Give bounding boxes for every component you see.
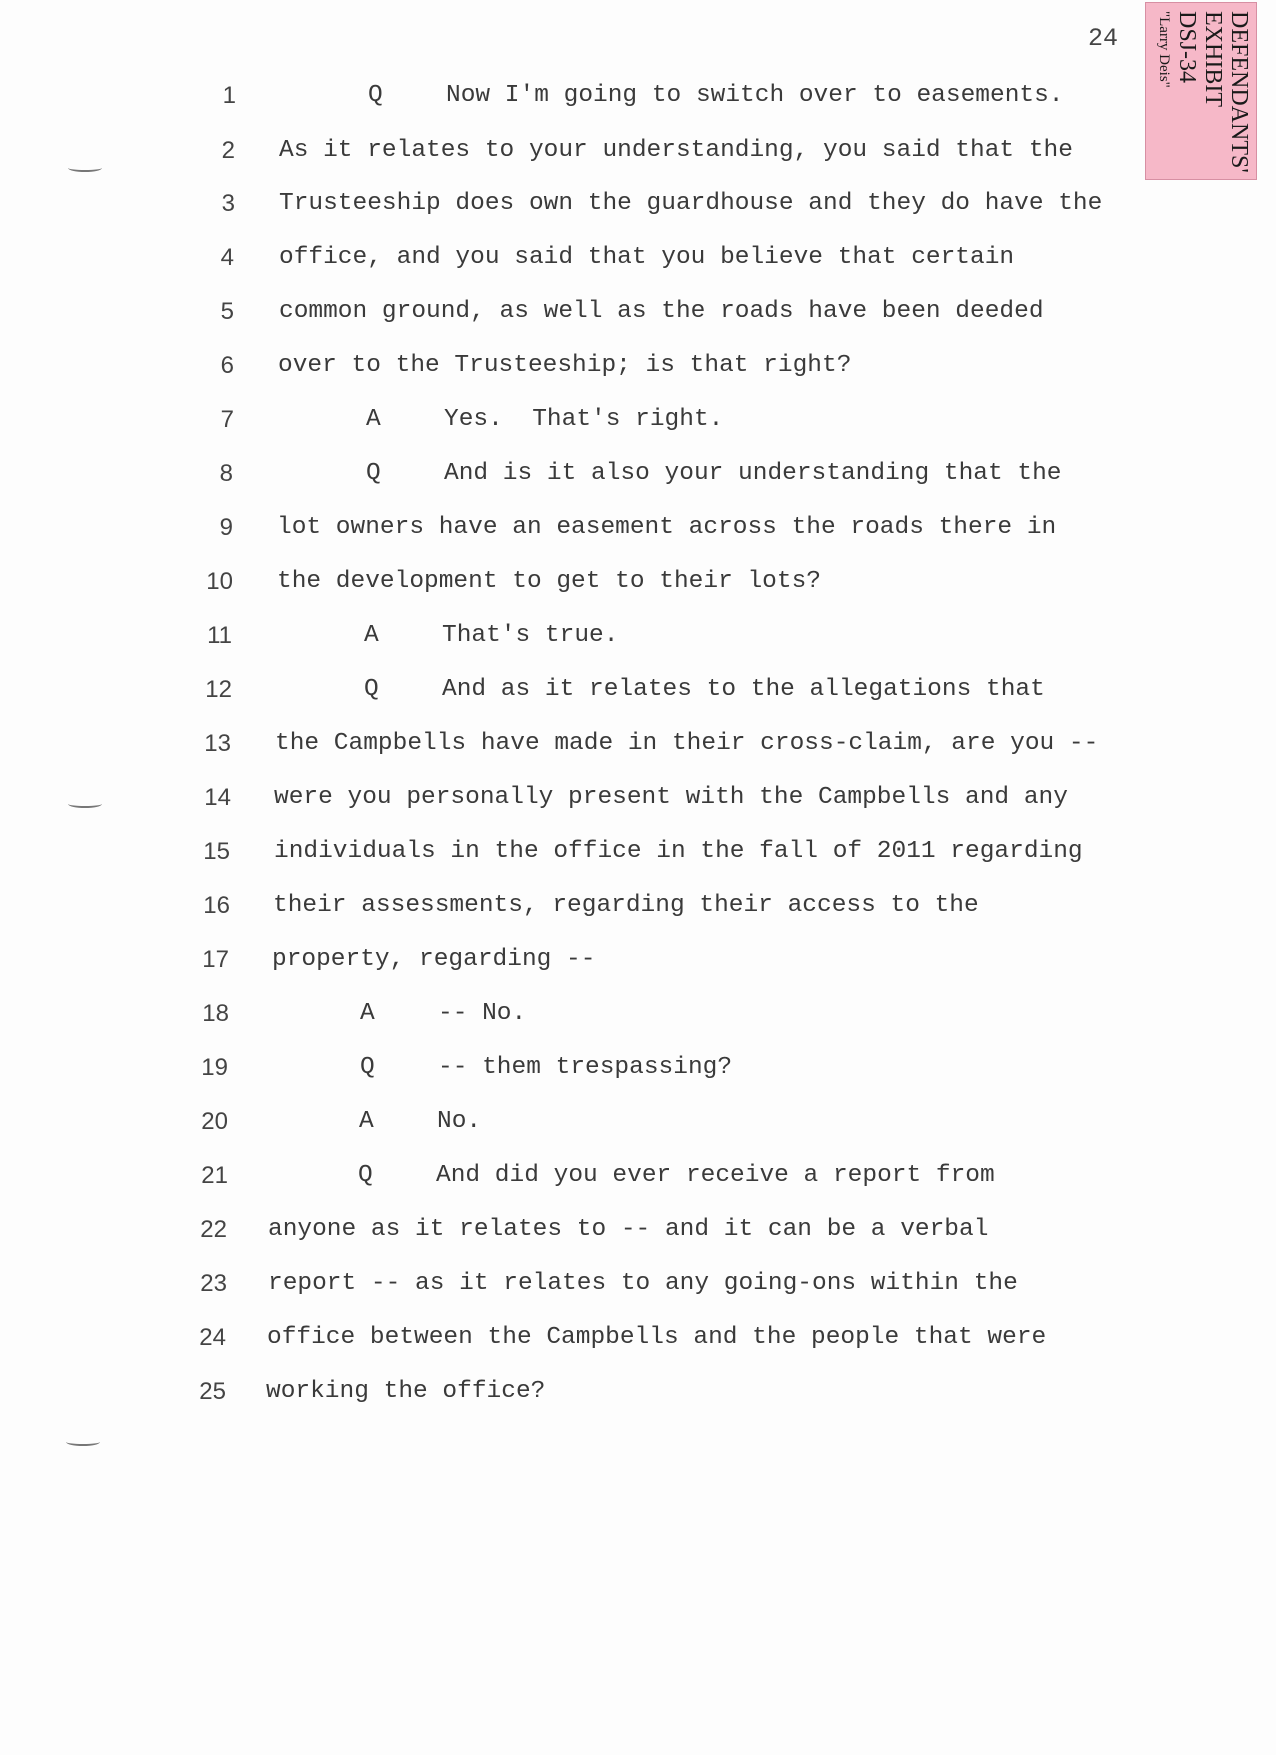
line-text: lot owners have an easement across the roads there in	[277, 514, 1057, 541]
line-text: were you personally present with the Campbells and any	[274, 784, 1068, 811]
line-number: 2	[221, 137, 235, 164]
line-content: That's true.	[442, 622, 619, 649]
line-number: 5	[220, 298, 234, 325]
speaker-label: Q	[358, 1162, 373, 1189]
line-text: common ground, as well as the roads have been deeded	[279, 298, 1044, 325]
line-number: 10	[206, 568, 233, 595]
transcript-line	[0, 1216, 1276, 1256]
speaker-label: A	[364, 622, 379, 649]
exhibit-label: DEFENDANTS'	[1226, 11, 1252, 173]
transcript-line	[0, 730, 1276, 770]
transcript-line	[0, 1162, 1276, 1202]
exhibit-deponent: "Larry Deis"	[1156, 11, 1172, 88]
transcript-line	[0, 838, 1276, 878]
transcript-line	[0, 460, 1276, 500]
exhibit-word: EXHIBIT	[1200, 11, 1226, 107]
line-text	[366, 460, 1062, 487]
line-number: 14	[204, 784, 231, 811]
line-content: Yes. That's right.	[444, 406, 724, 433]
line-text	[360, 1000, 526, 1027]
line-content: -- them trespassing?	[438, 1054, 733, 1081]
transcript-line	[0, 1324, 1276, 1364]
speaker-label: Q	[368, 82, 383, 109]
transcript-line	[0, 82, 1276, 122]
line-number: 9	[219, 514, 233, 541]
transcript-line	[0, 137, 1276, 177]
transcript-line	[0, 676, 1276, 716]
line-content: And as it relates to the allegations that	[442, 676, 1045, 703]
line-number: 1	[222, 82, 236, 109]
line-text: the Campbells have made in their cross-claim, are you --	[275, 730, 1099, 757]
line-content: And did you ever receive a report from	[436, 1162, 995, 1189]
line-number: 3	[221, 190, 235, 217]
line-text	[366, 406, 723, 433]
speaker-label: A	[366, 406, 381, 433]
transcript-line	[0, 1000, 1276, 1040]
line-text: Trusteeship does own the guardhouse and they do have the	[279, 190, 1103, 217]
transcript-line	[0, 892, 1276, 932]
line-text	[368, 82, 1064, 109]
line-number: 22	[200, 1216, 227, 1243]
line-content: No.	[437, 1108, 482, 1135]
transcript-line	[0, 514, 1276, 554]
line-text: the development to get to their lots?	[277, 568, 821, 595]
line-text: over to the Trusteeship; is that right?	[278, 352, 852, 379]
exhibit-number: DSJ-34	[1174, 11, 1200, 84]
line-number: 24	[199, 1324, 226, 1351]
speaker-label: Q	[364, 676, 379, 703]
transcript-line	[0, 568, 1276, 608]
speaker-label: A	[360, 1000, 375, 1027]
line-number: 7	[220, 406, 234, 433]
line-text	[364, 622, 618, 649]
transcript-line	[0, 784, 1276, 824]
transcript-line	[0, 1054, 1276, 1094]
transcript-line	[0, 946, 1276, 986]
line-text: office, and you said that you believe that certain	[279, 244, 1015, 271]
line-number: 21	[201, 1162, 228, 1189]
line-text	[358, 1162, 995, 1189]
line-text	[359, 1108, 481, 1135]
line-number: 18	[202, 1000, 229, 1027]
transcript-line	[0, 622, 1276, 662]
line-text: their assessments, regarding their access to the	[273, 892, 979, 919]
line-content: Now I'm going to switch over to easements.	[446, 82, 1064, 109]
line-number: 16	[203, 892, 230, 919]
line-number: 25	[199, 1378, 226, 1405]
line-number: 20	[201, 1108, 228, 1135]
speaker-label: Q	[366, 460, 381, 487]
transcript-line	[0, 298, 1276, 338]
line-number: 15	[203, 838, 230, 865]
line-text: report -- as it relates to any going-ons within the	[268, 1270, 1018, 1297]
line-text: As it relates to your understanding, you said that the	[279, 137, 1073, 164]
line-number: 13	[204, 730, 231, 757]
line-text: individuals in the office in the fall of 2011 regarding	[274, 838, 1083, 865]
speaker-label: Q	[360, 1054, 375, 1081]
line-number: 23	[200, 1270, 227, 1297]
transcript-line	[0, 190, 1276, 230]
line-content: -- No.	[438, 1000, 527, 1027]
line-text: office between the Campbells and the people that were	[267, 1324, 1047, 1351]
line-number: 6	[220, 352, 234, 379]
line-number: 11	[207, 622, 232, 649]
line-text	[364, 676, 1045, 703]
speaker-label: A	[359, 1108, 374, 1135]
line-number: 8	[219, 460, 233, 487]
line-text: anyone as it relates to -- and it can be a verbal	[268, 1216, 989, 1243]
transcript-line	[0, 1108, 1276, 1148]
line-number: 19	[201, 1054, 228, 1081]
transcript-line	[0, 352, 1276, 392]
line-text: working the office?	[266, 1378, 546, 1405]
transcript-line	[0, 406, 1276, 446]
line-text	[360, 1054, 732, 1081]
line-number: 12	[205, 676, 232, 703]
transcript-line	[0, 244, 1276, 284]
line-text: property, regarding --	[272, 946, 596, 973]
transcript-line	[0, 1378, 1276, 1418]
line-number: 4	[220, 244, 234, 271]
line-number: 17	[202, 946, 229, 973]
transcript-line	[0, 1270, 1276, 1310]
page-number: 24	[1088, 24, 1119, 53]
line-content: And is it also your understanding that the	[444, 460, 1062, 487]
